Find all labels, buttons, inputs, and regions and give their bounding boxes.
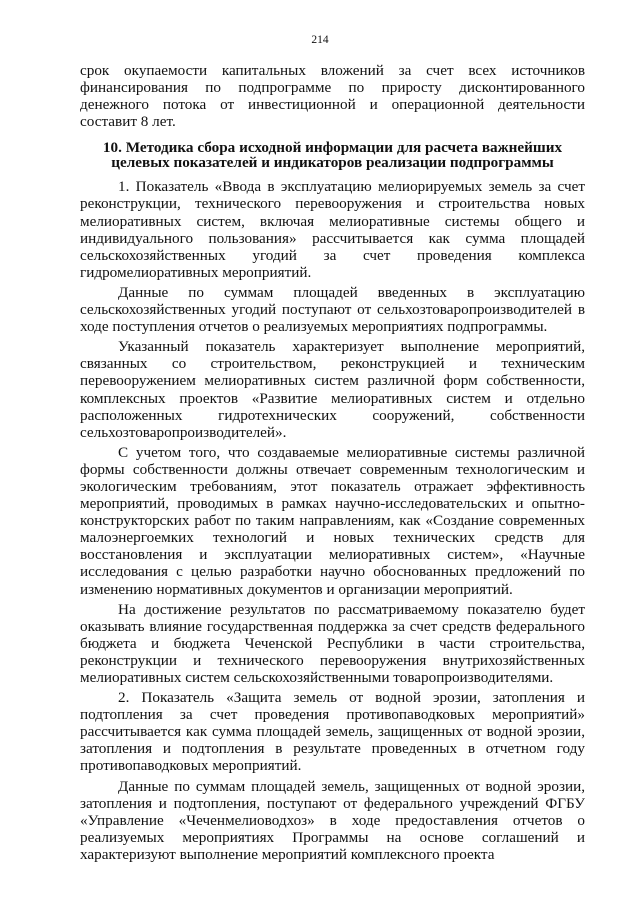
intro-paragraph: срок окупаемости капитальных вложений за счет всех источников финансирования по подпрограмме по приросту дисконтированного денежного потока от инвестиционной и операционной деятельности составит 8 лет. — [80, 62, 585, 131]
document-body — [80, 62, 585, 863]
paragraph-data-source-1: Данные по суммам площадей введенных в эксплуатацию сельскохозяйственных угодий поступают от сельхозтоваропроизводителей в ходе поступления отчетов о реализуемых мероприятиях подпрограммы. — [80, 283, 585, 336]
page-number: 214 — [311, 34, 329, 46]
section-heading: 10. Методика сбора исходной информации для расчета важнейших целевых показателей и индикаторов реализации подпрограммы — [102, 139, 563, 172]
paragraph-indicator-1: 1. Показатель «Ввода в эксплуатацию мелиорируемых земель за счет реконструкции, технического перевооружения и строительства новых мелиоративных систем, включая мелиоративные системы общего и индивидуального пользования» рассчитывается как сумма площадей сельскохозяйственных угодий за счет проведения комплекса гидромелиоративных мероприятий. — [80, 178, 585, 281]
paragraph-state-support: На достижение результатов по рассматриваемому показателю будет оказывать влияние государственная поддержка за счет средств федерального бюджета и бюджета Чеченской Республики в части строительства, реконструкции и технического перевооружения внутрихозяйственных мелиоративных систем сельскохозяйственными товаропроизводителями. — [80, 600, 585, 686]
paragraph-indicator-2: 2. Показатель «Защита земель от водной эрозии, затопления и подтопления за счет проведения противопаводковых мероприятий» рассчитывается как сумма площадей земель, защищенных от водной эрозии, затопления и подтопления в результате проведенных в отчетном году противопаводковых мероприятий. — [80, 689, 585, 775]
paragraph-requirements: С учетом того, что создаваемые мелиоративные системы различной формы собственности должны отвечает современным технологическим и экологическим требованиям, этот показатель отражает эффективность мероприятий, проводимых в рамках научно-исследовательских и опытно-конструкторских работ по таким направлениям, как «Создание современных малоэнергоемких технологий и новых технических средств для восстановления и эксплуатации мелиоративных систем», «Научные исследования с целью разработки научно обоснованных предложений по изменению нормативных документов и организации мероприятий. — [80, 443, 585, 598]
paragraph-data-source-2: Данные по суммам площадей земель, защищенных от водной эрозии, затопления и подтопления, поступают от федерального учреждений ФГБУ «Управление «Чеченмелиоводхоз» в ходе предоставления отчетов о реализуемых мероприятиях Программы на основе соглашений и характеризуют выполнение мероприятий комплексного проекта — [80, 777, 585, 863]
paragraph-indicator-description: Указанный показатель характеризует выполнение мероприятий, связанных со строительством, реконструкцией и техническим перевооружением мелиоративных систем различной форм собственности, комплексных проектов «Развитие мелиоративных систем и отдельно расположенных гидротехнических сооружений, собственности сельхозтоваропроизводителей». — [80, 338, 585, 441]
